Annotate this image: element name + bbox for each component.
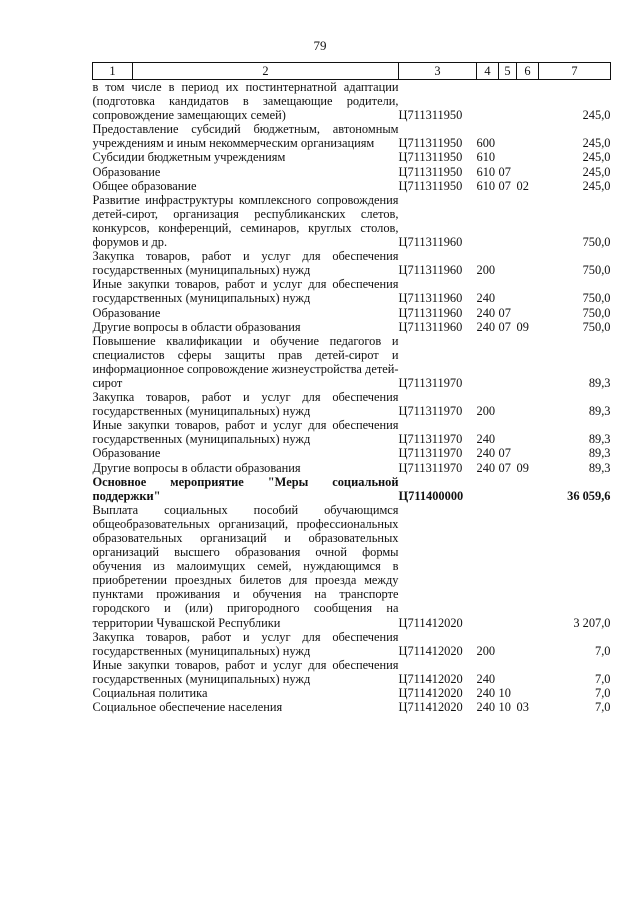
row-expense-type: 600 bbox=[476, 136, 496, 151]
row-amount: 750,0 bbox=[582, 291, 611, 306]
row-section bbox=[499, 277, 517, 305]
row-target-code: Ц711311960 bbox=[398, 319, 463, 334]
row-expense-type: 240 bbox=[476, 686, 496, 701]
column-header-2: 2 bbox=[133, 63, 399, 80]
table-row bbox=[93, 249, 611, 277]
table-row bbox=[93, 475, 611, 503]
row-section bbox=[499, 658, 517, 686]
row-expense-type: 240 bbox=[476, 432, 496, 447]
row-target-code: Ц711311950 bbox=[398, 108, 463, 123]
row-amount: 3 207,0 bbox=[573, 615, 611, 630]
row-subsection bbox=[517, 277, 539, 305]
row-name: Выплата социальных пособий обучающимся общеобразовательных организаций, профессиональных образовательных организаций и образовательных организаций высшего образования очной формы обучения из малоимущих семей, нуждающимся в приобретении проездных билетов для проезда между пунктами проживания и обучения на транспорте городского и (или) пригородного сообщения на территории Чувашской Республики bbox=[92, 502, 399, 630]
row-target-code: Ц711400000 bbox=[398, 488, 464, 503]
row-expense-type: 240 bbox=[476, 460, 496, 475]
table-row bbox=[93, 334, 611, 390]
row-subsection bbox=[517, 503, 539, 630]
row-target-code: Ц711412020 bbox=[398, 671, 463, 686]
row-expense-type: 240 bbox=[476, 319, 496, 334]
budget-table bbox=[92, 62, 611, 714]
row-subsection bbox=[517, 249, 539, 277]
row-name: Другие вопросы в области образования bbox=[92, 319, 301, 334]
row-expense-type: 240 bbox=[476, 671, 496, 686]
row-target-code: Ц711311950 bbox=[398, 178, 463, 193]
row-amount: 89,3 bbox=[588, 375, 611, 390]
row-amount: 750,0 bbox=[582, 235, 611, 250]
row-expense-type bbox=[477, 475, 499, 503]
table-row bbox=[93, 150, 611, 164]
row-amount: 89,3 bbox=[588, 446, 611, 461]
row-subsection bbox=[517, 475, 539, 503]
row-expense-type: 610 bbox=[476, 150, 496, 165]
row-name: Повышение квалификации и обучение педагогов и специалистов сферы защиты прав детей-сирот и информационное сопровождение жизнеустройства детей-сирот bbox=[92, 333, 399, 390]
row-target-code: Ц711311960 bbox=[398, 263, 463, 278]
row-section bbox=[499, 122, 517, 150]
row-expense-type: 240 bbox=[476, 446, 496, 461]
row-target-code: Ц711412020 bbox=[398, 700, 463, 715]
row-section bbox=[499, 249, 517, 277]
table-row bbox=[93, 700, 611, 714]
row-expense-type: 240 bbox=[476, 700, 496, 715]
table-row bbox=[93, 165, 611, 179]
row-name: Закупка товаров, работ и услуг для обеспечения государственных (муниципальных) нужд bbox=[92, 249, 399, 278]
row-amount: 245,0 bbox=[582, 150, 611, 165]
row-subsection: 09 bbox=[516, 319, 529, 334]
row-target-code: Ц711311970 bbox=[398, 375, 463, 390]
row-expense-type: 610 bbox=[476, 178, 496, 193]
row-name: Закупка товаров, работ и услуг для обеспечения государственных (муниципальных) нужд bbox=[92, 390, 399, 419]
row-section: 10 bbox=[498, 686, 511, 701]
row-target-code: Ц711311970 bbox=[398, 446, 463, 461]
row-target-code: Ц711311970 bbox=[398, 460, 463, 475]
row-section: 07 bbox=[498, 164, 511, 179]
row-section: 07 bbox=[498, 319, 511, 334]
row-expense-type bbox=[477, 193, 499, 249]
row-expense-type: 240 bbox=[476, 305, 496, 320]
table-row bbox=[93, 179, 611, 193]
row-name: Субсидии бюджетным учреждениям bbox=[92, 150, 286, 165]
row-section: 07 bbox=[498, 305, 511, 320]
row-section bbox=[499, 390, 517, 418]
row-target-code: Ц711311970 bbox=[398, 404, 463, 419]
row-section bbox=[499, 150, 517, 164]
row-name: Общее образование bbox=[92, 178, 197, 193]
row-name: Образование bbox=[92, 446, 161, 461]
row-name: Другие вопросы в области образования bbox=[92, 460, 301, 475]
row-name: в том числе в период их постинтернатной адаптации (подготовка кандидатов в замещающие родители, сопровождение замещающих семей) bbox=[92, 80, 399, 123]
row-name: Социальное обеспечение населения bbox=[92, 700, 283, 715]
page-number: 79 bbox=[313, 38, 327, 53]
table-row bbox=[93, 306, 611, 320]
row-section bbox=[499, 475, 517, 503]
row-amount: 750,0 bbox=[582, 263, 611, 278]
row-name: Предоставление субсидий бюджетным, автономным учреждениям и иным некоммерческим организациям bbox=[92, 122, 399, 151]
row-amount: 7,0 bbox=[595, 643, 611, 658]
table-row bbox=[93, 418, 611, 446]
row-target-code: Ц711311950 bbox=[398, 164, 463, 179]
row-target-code: Ц711412020 bbox=[398, 615, 463, 630]
row-section bbox=[499, 80, 517, 123]
row-section: 10 bbox=[498, 700, 511, 715]
column-header-1: 1 bbox=[93, 63, 133, 80]
row-amount: 7,0 bbox=[595, 671, 611, 686]
row-target-code: Ц711311970 bbox=[398, 432, 463, 447]
row-amount: 7,0 bbox=[595, 700, 611, 715]
row-subsection bbox=[517, 418, 539, 446]
table-row bbox=[93, 658, 611, 686]
row-subsection bbox=[517, 390, 539, 418]
row-subsection: 02 bbox=[516, 178, 529, 193]
row-target-code: Ц711311960 bbox=[398, 291, 463, 306]
row-subsection: 09 bbox=[516, 460, 529, 475]
row-subsection bbox=[517, 122, 539, 150]
row-subsection bbox=[517, 446, 539, 460]
table-row bbox=[93, 686, 611, 700]
column-header-7: 7 bbox=[539, 63, 611, 80]
row-subsection bbox=[517, 334, 539, 390]
row-subsection bbox=[517, 630, 539, 658]
table-row bbox=[93, 630, 611, 658]
row-amount: 245,0 bbox=[582, 178, 611, 193]
row-name: Образование bbox=[92, 164, 161, 179]
row-expense-type: 610 bbox=[476, 164, 496, 179]
table-row bbox=[93, 503, 611, 630]
row-name: Закупка товаров, работ и услуг для обеспечения государственных (муниципальных) нужд bbox=[92, 629, 399, 658]
row-amount: 245,0 bbox=[582, 108, 611, 123]
row-name: Иные закупки товаров, работ и услуг для обеспечения государственных (муниципальных) нужд bbox=[92, 418, 399, 447]
column-header-4: 4 bbox=[477, 63, 499, 80]
row-subsection bbox=[517, 80, 539, 123]
row-subsection: 03 bbox=[516, 700, 529, 715]
table-body bbox=[93, 80, 611, 715]
table-row bbox=[93, 277, 611, 305]
row-target-code: Ц711311960 bbox=[398, 235, 463, 250]
row-section bbox=[499, 503, 517, 630]
row-section: 07 bbox=[498, 460, 511, 475]
row-subsection bbox=[517, 686, 539, 700]
table-row bbox=[93, 461, 611, 475]
table-row bbox=[93, 320, 611, 334]
row-amount: 89,3 bbox=[588, 404, 611, 419]
row-section bbox=[499, 193, 517, 249]
row-expense-type bbox=[477, 80, 499, 123]
row-section bbox=[499, 630, 517, 658]
row-target-code: Ц711412020 bbox=[398, 643, 463, 658]
row-amount: 750,0 bbox=[582, 305, 611, 320]
row-name: Основное мероприятие "Меры социальной поддержки" bbox=[92, 474, 399, 503]
row-amount: 245,0 bbox=[582, 164, 611, 179]
row-target-code: Ц711311950 bbox=[398, 136, 463, 151]
column-header-3: 3 bbox=[399, 63, 477, 80]
row-name: Социальная политика bbox=[92, 686, 208, 701]
row-name: Образование bbox=[92, 305, 161, 320]
row-amount: 89,3 bbox=[588, 460, 611, 475]
row-expense-type bbox=[477, 503, 499, 630]
table-row bbox=[93, 390, 611, 418]
row-expense-type: 200 bbox=[476, 643, 496, 658]
row-section bbox=[499, 418, 517, 446]
row-name: Иные закупки товаров, работ и услуг для обеспечения государственных (муниципальных) нужд bbox=[92, 277, 399, 306]
row-amount: 7,0 bbox=[595, 686, 611, 701]
row-subsection bbox=[517, 306, 539, 320]
column-header-6: 6 bbox=[517, 63, 539, 80]
row-subsection bbox=[517, 193, 539, 249]
row-subsection bbox=[517, 165, 539, 179]
table-row bbox=[93, 122, 611, 150]
row-section: 07 bbox=[498, 446, 511, 461]
row-expense-type: 200 bbox=[476, 404, 496, 419]
row-target-code: Ц711412020 bbox=[398, 686, 463, 701]
table-row bbox=[93, 193, 611, 249]
row-expense-type: 240 bbox=[476, 291, 496, 306]
row-subsection bbox=[517, 658, 539, 686]
row-section bbox=[499, 334, 517, 390]
row-name: Иные закупки товаров, работ и услуг для обеспечения государственных (муниципальных) нужд bbox=[92, 657, 399, 686]
table-row bbox=[93, 80, 611, 123]
row-expense-type: 200 bbox=[476, 263, 496, 278]
row-amount: 750,0 bbox=[582, 319, 611, 334]
row-amount: 89,3 bbox=[588, 432, 611, 447]
row-subsection bbox=[517, 150, 539, 164]
column-header-5: 5 bbox=[499, 63, 517, 80]
row-amount: 36 059,6 bbox=[567, 488, 611, 503]
table-row bbox=[93, 446, 611, 460]
row-target-code: Ц711311960 bbox=[398, 305, 463, 320]
row-target-code: Ц711311950 bbox=[398, 150, 463, 165]
row-name: Развитие инфраструктуры комплексного сопровождения детей-сирот, организация республиканских слетов, конкурсов, конференций, семинаров, круглых столов, форумов и др. bbox=[92, 192, 399, 250]
row-amount: 245,0 bbox=[582, 136, 611, 151]
row-expense-type bbox=[477, 334, 499, 390]
column-header-row bbox=[93, 63, 611, 80]
row-section: 07 bbox=[498, 178, 511, 193]
